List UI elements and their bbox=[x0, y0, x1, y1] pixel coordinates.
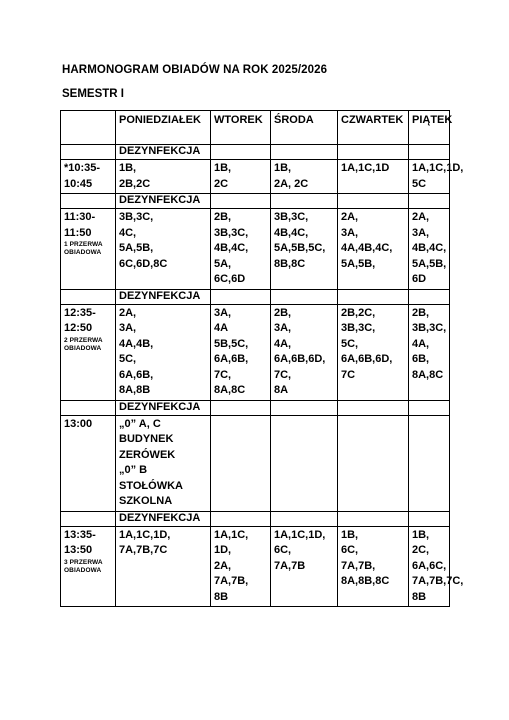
class-list-line: 2B,2C bbox=[119, 177, 151, 190]
disinfection-empty-cell bbox=[338, 145, 409, 160]
class-list-line: 2A, bbox=[412, 211, 430, 223]
disinfection-empty-cell bbox=[271, 289, 338, 304]
time-cell bbox=[61, 415, 116, 511]
class-list-line: BUDYNEK bbox=[119, 433, 174, 445]
class-list-cell bbox=[409, 526, 464, 607]
page-title: HARMONOGRAM OBIADÓW NA ROK 2025/2026 bbox=[62, 64, 328, 76]
class-list-line: 5A,5B, bbox=[341, 257, 376, 270]
class-list-line: 7C, bbox=[214, 368, 232, 381]
class-list-cell bbox=[409, 209, 450, 290]
time-slot-row bbox=[61, 526, 450, 607]
class-list-cell bbox=[338, 526, 409, 607]
class-list-line: 1B, bbox=[214, 162, 232, 174]
disinfection-label: DEZYNFEKCJA bbox=[116, 145, 211, 160]
class-list-line: 4A, bbox=[412, 337, 430, 350]
class-list-line: 8A,8B,8C bbox=[341, 575, 390, 587]
class-list-line: 2B,2C, bbox=[341, 306, 376, 319]
class-list-line: 2A, bbox=[119, 306, 137, 319]
disinfection-empty-cell bbox=[338, 194, 409, 209]
class-list-line: 8B bbox=[214, 590, 229, 603]
class-list-line: 3A, bbox=[274, 322, 292, 334]
class-list-line: 5C, bbox=[341, 337, 359, 350]
header-day-cell: PIĄTEK bbox=[409, 111, 450, 145]
class-list-cell bbox=[211, 209, 271, 290]
class-list-line: 5C bbox=[412, 177, 427, 190]
disinfection-empty-cell bbox=[61, 145, 116, 160]
disinfection-empty-cell bbox=[409, 194, 450, 209]
disinfection-row bbox=[61, 145, 450, 160]
class-list-line: 7A,7B, bbox=[341, 559, 376, 572]
class-list-line: 6C,6D,8C bbox=[119, 257, 168, 270]
class-list-line: 2A, 2C bbox=[274, 177, 309, 190]
class-list-line: 5A, bbox=[214, 257, 232, 270]
disinfection-empty-cell bbox=[211, 194, 271, 209]
class-list-line: 1B, bbox=[412, 528, 430, 541]
class-list-cell bbox=[116, 304, 211, 400]
class-list-line: 7A,7B, bbox=[214, 575, 249, 587]
disinfection-empty-cell bbox=[61, 400, 116, 415]
class-list-line: 5C, bbox=[119, 353, 137, 365]
class-list-line: 3B,3C, bbox=[214, 226, 249, 239]
class-list-line: 6C, bbox=[274, 544, 292, 556]
header-row bbox=[61, 111, 450, 145]
time-text: 13:50 bbox=[64, 544, 93, 556]
class-list-cell bbox=[211, 160, 271, 194]
break-note: OBIADOWA bbox=[64, 344, 102, 352]
time-slot-row bbox=[61, 304, 450, 400]
class-list-cell bbox=[271, 526, 338, 607]
disinfection-empty-cell bbox=[211, 400, 271, 415]
class-list-line: 2B, bbox=[214, 211, 232, 223]
time-cell bbox=[61, 160, 116, 194]
disinfection-empty-cell bbox=[338, 289, 409, 304]
class-list-cell bbox=[271, 415, 338, 511]
disinfection-empty-cell bbox=[61, 511, 116, 526]
disinfection-empty-cell bbox=[409, 400, 450, 415]
class-list-line: 4A,4B, bbox=[119, 337, 154, 350]
time-text: 11:30- bbox=[64, 211, 96, 223]
class-list-line: 8B bbox=[412, 590, 427, 603]
class-list-line: 8A,8C bbox=[214, 384, 246, 396]
header-day-cell: CZWARTEK bbox=[338, 111, 409, 145]
class-list-line: 8A,8C bbox=[412, 368, 444, 381]
class-list-cell bbox=[211, 526, 271, 607]
disinfection-empty-cell bbox=[409, 511, 450, 526]
class-list-line: 7A,7B,7C bbox=[119, 544, 168, 556]
break-note: 2 PRZERWA bbox=[64, 336, 103, 344]
class-list-line: 6C, bbox=[341, 544, 359, 556]
class-list-line: 5A,5B, bbox=[119, 242, 154, 254]
class-list-line: 3B,3C, bbox=[341, 322, 376, 334]
break-note: 1 PRZERWA bbox=[64, 241, 103, 248]
disinfection-empty-cell bbox=[211, 511, 271, 526]
class-list-line: 4A,4B,4C, bbox=[341, 242, 393, 254]
class-list-line: 1A,1C, bbox=[214, 528, 249, 541]
time-slot-row bbox=[61, 209, 450, 290]
class-list-cell bbox=[271, 160, 338, 194]
disinfection-empty-cell bbox=[211, 289, 271, 304]
class-list-line: STOŁÓWKA bbox=[119, 479, 183, 492]
class-list-cell bbox=[338, 415, 409, 511]
disinfection-empty-cell bbox=[61, 289, 116, 304]
header-day-cell: PONIEDZIAŁEK bbox=[116, 111, 211, 145]
class-list-line: 6B, bbox=[412, 353, 430, 365]
class-list-cell bbox=[409, 415, 450, 511]
class-list-line: 1D, bbox=[214, 544, 232, 556]
time-text: 11:50 bbox=[64, 226, 92, 239]
class-list-cell bbox=[409, 160, 464, 194]
time-cell bbox=[61, 526, 116, 607]
class-list-cell bbox=[116, 160, 211, 194]
class-list-line: 2A, bbox=[214, 559, 232, 572]
disinfection-row bbox=[61, 194, 450, 209]
disinfection-empty-cell bbox=[61, 194, 116, 209]
time-text: 13:35- bbox=[64, 528, 96, 541]
class-list-line: 5A,5B, bbox=[412, 257, 447, 270]
header-day-cell: ŚRODA bbox=[271, 111, 338, 145]
class-list-line: 6A,6B,6D, bbox=[274, 353, 326, 365]
time-cell bbox=[61, 304, 116, 400]
class-list-line: ZERÓWEK bbox=[119, 448, 176, 461]
class-list-line: 1A,1C,1D, bbox=[119, 528, 171, 541]
time-text: 12:50 bbox=[64, 322, 93, 334]
class-list-line: 2C bbox=[214, 177, 229, 190]
time-text: *10:35- bbox=[64, 162, 101, 174]
class-list-line: 4B,4C, bbox=[214, 242, 249, 254]
class-list-line: 3A, bbox=[119, 322, 137, 334]
class-list-cell bbox=[116, 415, 211, 511]
class-list-line: 3B,3C, bbox=[274, 211, 309, 223]
class-list-cell bbox=[409, 304, 450, 400]
disinfection-empty-cell bbox=[271, 511, 338, 526]
class-list-line: 4A bbox=[214, 322, 229, 334]
disinfection-row bbox=[61, 400, 450, 415]
class-list-line: 6A,6B, bbox=[119, 368, 154, 381]
disinfection-label: DEZYNFEKCJA bbox=[116, 511, 211, 526]
class-list-line: 1A,1C,1D bbox=[341, 162, 390, 174]
header-time-cell bbox=[61, 111, 116, 145]
disinfection-empty-cell bbox=[271, 400, 338, 415]
class-list-line: „0” A, C bbox=[119, 417, 161, 430]
header-day-cell: WTOREK bbox=[211, 111, 271, 145]
break-note: OBIADOWA bbox=[64, 249, 102, 256]
class-list-line: 3A, bbox=[214, 306, 232, 319]
class-list-line: 7C, bbox=[274, 368, 292, 381]
disinfection-row bbox=[61, 511, 450, 526]
break-note: OBIADOWA bbox=[64, 566, 102, 574]
disinfection-empty-cell bbox=[211, 145, 271, 160]
class-list-cell bbox=[338, 160, 409, 194]
disinfection-empty-cell bbox=[409, 145, 450, 160]
class-list-line: 1B, bbox=[341, 528, 359, 541]
class-list-line: 3B,3C, bbox=[412, 322, 447, 334]
time-slot-row bbox=[61, 415, 450, 511]
class-list-line: 2B, bbox=[412, 306, 430, 319]
class-list-line: 7A,7B bbox=[274, 559, 306, 572]
class-list-line: 5B,5C, bbox=[214, 337, 249, 350]
class-list-cell bbox=[338, 304, 409, 400]
class-list-line: SZKOLNA bbox=[119, 495, 173, 507]
class-list-cell bbox=[271, 209, 338, 290]
class-list-line: 1A,1C,1D, bbox=[412, 162, 464, 174]
class-list-cell bbox=[211, 415, 271, 511]
class-list-line: 1B, bbox=[274, 162, 292, 174]
class-list-cell bbox=[211, 304, 271, 400]
disinfection-label: DEZYNFEKCJA bbox=[116, 194, 211, 209]
time-text: 10:45 bbox=[64, 177, 93, 190]
class-list-line: 4B,4C, bbox=[274, 226, 309, 239]
class-list-line: 6A,6B,6D, bbox=[341, 353, 393, 365]
disinfection-empty-cell bbox=[338, 511, 409, 526]
lunch-schedule-table bbox=[60, 110, 464, 607]
class-list-cell bbox=[116, 209, 211, 290]
class-list-line: „0” B bbox=[119, 464, 148, 476]
class-list-line: 4A, bbox=[274, 337, 292, 350]
class-list-line: 6A,6C, bbox=[412, 559, 447, 572]
class-list-line: 1B, bbox=[119, 162, 137, 174]
class-list-cell bbox=[338, 209, 409, 290]
disinfection-empty-cell bbox=[338, 400, 409, 415]
class-list-line: 6D bbox=[412, 273, 427, 285]
disinfection-label: DEZYNFEKCJA bbox=[116, 289, 211, 304]
disinfection-row bbox=[61, 289, 450, 304]
time-text: 13:00 bbox=[64, 417, 93, 430]
class-list-line: 2A, bbox=[341, 211, 359, 223]
class-list-line: 8A bbox=[274, 384, 289, 396]
time-cell bbox=[61, 209, 116, 290]
time-slot-row bbox=[61, 160, 450, 194]
break-note: 3 PRZERWA bbox=[64, 558, 103, 566]
class-list-line: 6C,6D bbox=[214, 273, 246, 285]
class-list-line: 7A,7B,7C, bbox=[412, 575, 464, 587]
disinfection-label: DEZYNFEKCJA bbox=[116, 400, 211, 415]
semester-label: SEMESTR I bbox=[62, 88, 124, 100]
class-list-line: 4B,4C, bbox=[412, 242, 447, 254]
class-list-line: 3A, bbox=[412, 226, 430, 239]
time-text: 12:35- bbox=[64, 306, 96, 319]
class-list-line: 3A, bbox=[341, 226, 359, 239]
disinfection-empty-cell bbox=[409, 289, 450, 304]
class-list-line: 6A,6B, bbox=[214, 353, 249, 365]
disinfection-empty-cell bbox=[271, 145, 338, 160]
class-list-line: 8A,8B bbox=[119, 384, 151, 396]
class-list-line: 2C, bbox=[412, 544, 430, 556]
class-list-line: 1A,1C,1D, bbox=[274, 528, 326, 541]
class-list-cell bbox=[271, 304, 338, 400]
class-list-line: 5A,5B,5C, bbox=[274, 242, 326, 254]
class-list-line: 2B, bbox=[274, 306, 292, 319]
class-list-line: 7C bbox=[341, 368, 356, 381]
class-list-cell bbox=[116, 526, 211, 607]
disinfection-empty-cell bbox=[271, 194, 338, 209]
class-list-line: 8B,8C bbox=[274, 257, 306, 270]
class-list-line: 4C, bbox=[119, 226, 137, 239]
class-list-line: 3B,3C, bbox=[119, 211, 154, 223]
